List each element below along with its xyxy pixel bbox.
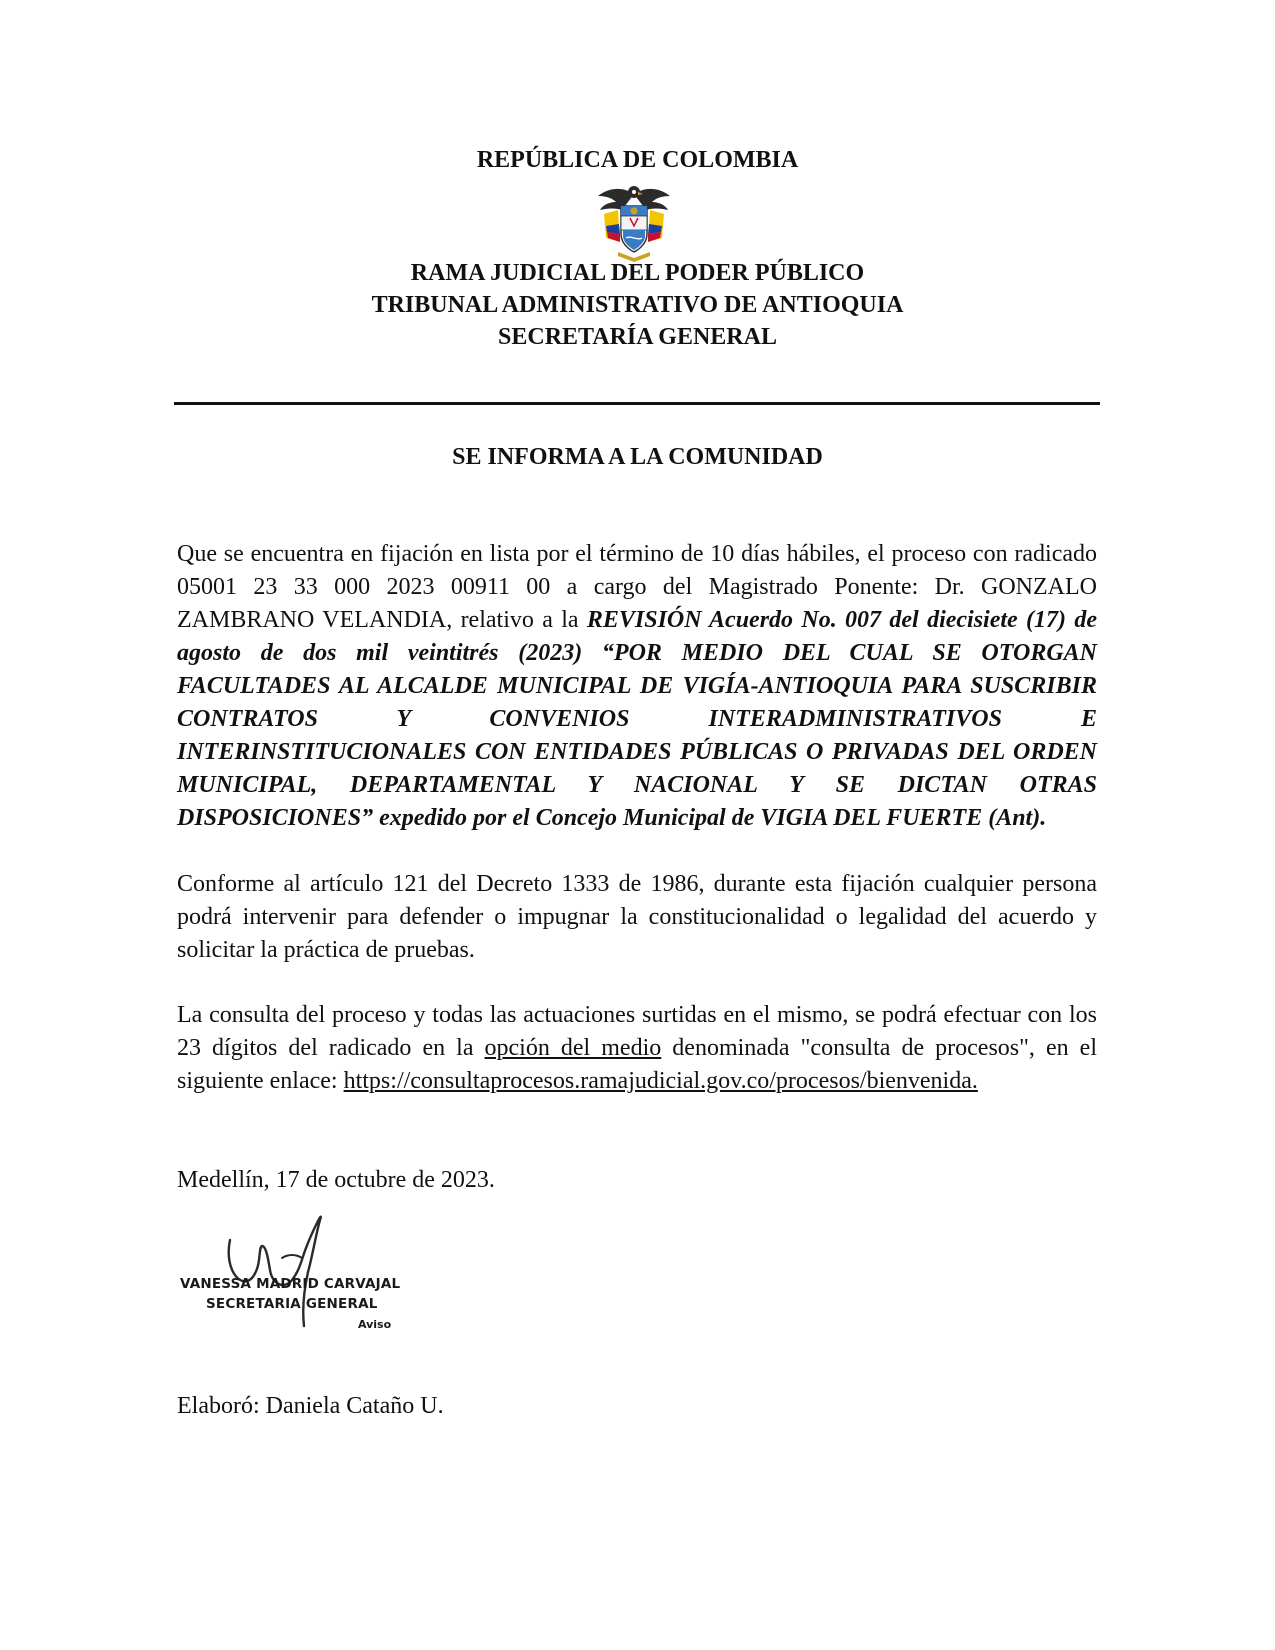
- consulta-procesos-link[interactable]: https://consultaprocesos.ramajudicial.gov.co/procesos/bienvenida.: [343, 1068, 978, 1094]
- signatory-name: VANESSA MADRID CARVAJAL: [180, 1276, 401, 1292]
- consultation-text: La consulta del proceso y todas las actuaciones surtidas en el mismo, se podrá efectuar con los 23 dígitos del radicado en la: [177, 1002, 1097, 1061]
- date-line: Medellín, 17 de octubre de 2023.: [177, 1167, 495, 1193]
- notice-title: SE INFORMA A LA COMUNIDAD: [452, 444, 823, 470]
- branch-heading: RAMA JUDICIAL DEL PODER PÚBLICO: [410, 260, 865, 286]
- agreement-description-text: REVISIÓN Acuerdo No. 007 del diecisiete (17) de agosto de dos mil veintitrés (2023) “POR MEDIO DEL CUAL SE OTORGAN FACULTADES AL ALCALDE MUNICIPAL DE VIGÍA-ANTIOQUIA PARA SUSCRIBIR CONTRATOS Y CONVENIOS INTERADMINISTRATIVOS E INTERINSTITUCIONALES CON ENTIDADES PÚBLICAS O PRIVADAS DEL ORDEN MUNICIPAL, DEPARTAMENTAL Y NACIONAL Y SE DICTAN OTRAS DISPOSICIONES” expedido por el Concejo Municipal de VIGIA DEL FUERTE (Ant).: [177, 607, 1098, 831]
- office-heading: SECRETARÍA GENERAL: [498, 324, 777, 350]
- signature-note: Aviso: [358, 1318, 392, 1331]
- prepared-by: Elaboró: Daniela Cataño U.: [177, 1393, 444, 1419]
- colombia-coat-of-arms-icon: [594, 180, 674, 262]
- process-intro-text: Que se encuentra en fijación en lista por el término de 10 días hábiles, el proceso con radicado 05001 23 33 000 2023 00911 00 a cargo del Magistrado Ponente: Dr. GONZALO ZAMBRANO VELANDIA, relativo a la: [177, 541, 1097, 633]
- court-heading: TRIBUNAL ADMINISTRATIVO DE ANTIOQUIA: [371, 292, 904, 318]
- handwritten-signature: [222, 1198, 347, 1338]
- media-option-text: opción del medio: [484, 1035, 662, 1061]
- country-heading: REPÚBLICA DE COLOMBIA: [476, 147, 799, 173]
- paragraph-consultation: [177, 999, 1097, 1098]
- signatory-role: SECRETARIA GENERAL: [206, 1296, 378, 1312]
- paragraph-process-info: [177, 538, 1097, 835]
- paragraph-legal-basis: Conforme al artículo 121 del Decreto 1333 de 1986, durante esta fijación cualquier persona podrá intervenir para defender o impugnar la constitucionalidad o legalidad del acuerdo y solicitar la práctica de pruebas.: [177, 871, 1097, 963]
- consultation-text-cont: denominada "consulta de procesos", en el siguiente enlace:: [177, 1035, 1097, 1094]
- header-divider: [174, 402, 1100, 405]
- institution-heading: [0, 257, 1275, 353]
